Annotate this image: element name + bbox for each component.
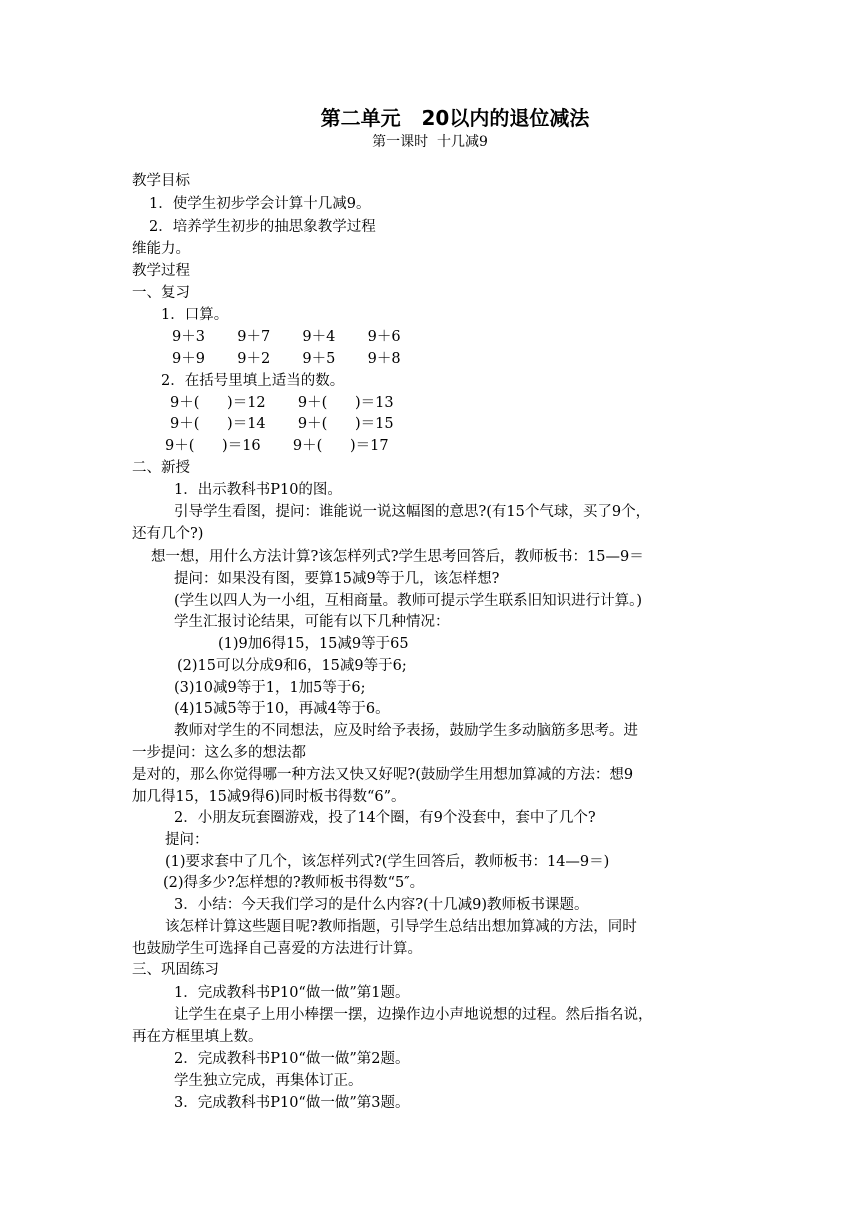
question-2: (2)得多少?怎样想的?教师板书得数“5″。 [163,875,425,891]
practice-item-1: 1．完成教科书P10“做一做”第1题。 [174,985,410,1001]
paragraph-line: 教师对学生的不同想法，应及时给予表扬，鼓励学生多动脑筋多思考。进 [174,723,638,739]
paragraph-line: 再在方框里填上数。 [132,1029,263,1045]
part-heading-review: 一、复习 [132,285,190,301]
goal-line-2: 2．培养学生初步的抽思象教学过程 [149,219,376,235]
paragraph-line: 让学生在桌子上用小棒摆一摆，边操作边小声地说想的过程。然后指名说， [174,1007,653,1023]
document-subtitle: 第一课时 十几减9 [372,134,488,150]
paragraph-line: 引导学生看图，提问：谁能说一说这幅图的意思?(有15个气球，买了9个， [174,504,651,520]
new-item-1: 1．出示教科书P10的图。 [174,482,342,498]
oral-calc-row-1: 9＋3 9＋7 9＋4 9＋6 [172,329,401,345]
new-item-3: 3．小结：今天我们学习的是什么内容?(十几减9)教师板书课题。 [174,897,589,913]
paragraph-line: 该怎样计算这些题目呢?教师指题，引导学生总结出想加算减的方法，同时 [165,919,637,935]
paragraph-line: 也鼓励学生可选择自己喜爱的方法进行计算。 [132,941,422,957]
practice-item-3: 3．完成教科书P10“做一做”第3题。 [174,1095,410,1111]
goal-line-1: 1．使学生初步学会计算十几减9。 [149,196,371,212]
paragraph-line: 学生汇报讨论结果，可能有以下几种情况： [174,614,450,630]
case-4: (4)15减5等于10，再减4等于6。 [174,701,390,717]
paragraph-line: 一步提问：这么多的想法都 [132,745,306,761]
paragraph-line: 想一想，用什么方法计算?该怎样列式?学生思考回答后，教师板书：15—9＝ [151,549,644,565]
review-item-1: 1．口算。 [161,307,229,323]
paragraph-line: 提问： [165,832,209,848]
document-title: 第二单元 20以内的退位减法 [320,106,590,130]
paragraph-line: 学生独立完成，再集体订正。 [174,1073,363,1089]
goal-line-2-continued: 维能力。 [132,241,190,257]
part-heading-new: 二、新授 [132,460,190,476]
case-2: (2)15可以分成9和6，15减9等于6; [177,658,407,674]
question-1: (1)要求套中了几个，该怎样列式?(学生回答后，教师板书：14—9＝) [165,854,610,870]
paragraph-line: 加几得15，15减9得6)同时板书得数“6”。 [132,789,406,805]
practice-item-2: 2．完成教科书P10“做一做”第2题。 [174,1051,410,1067]
paragraph-line: 是对的，那么你觉得哪一种方法又快又好呢?(鼓励学生用想加算减的方法：想9 [132,767,634,783]
paragraph-line: 还有几个?) [132,526,204,542]
section-heading-goals: 教学目标 [132,173,190,189]
fill-blank-row-1: 9＋( )＝12 9＋( )＝13 [170,395,394,411]
review-item-2: 2．在括号里填上适当的数。 [161,373,345,389]
case-1: (1)9加6得15，15减9等于65 [218,636,409,652]
paragraph-line: (学生以四人为一小组，互相商量。教师可提示学生联系旧知识进行计算。) [174,593,643,609]
fill-blank-row-2: 9＋( )＝14 9＋( )＝15 [170,416,394,432]
section-heading-process: 教学过程 [132,263,190,279]
oral-calc-row-2: 9＋9 9＋2 9＋5 9＋8 [172,351,401,367]
fill-blank-row-3: 9＋( )＝16 9＋( )＝17 [165,438,389,454]
paragraph-line: 提问：如果没有图，要算15减9等于几，该怎样想? [174,571,500,587]
part-heading-practice: 三、巩固练习 [132,962,219,978]
new-item-2: 2．小朋友玩套圈游戏，投了14个圈，有9个没套中，套中了几个? [174,810,596,826]
case-3: (3)10减9等于1，1加5等于6; [174,680,366,696]
